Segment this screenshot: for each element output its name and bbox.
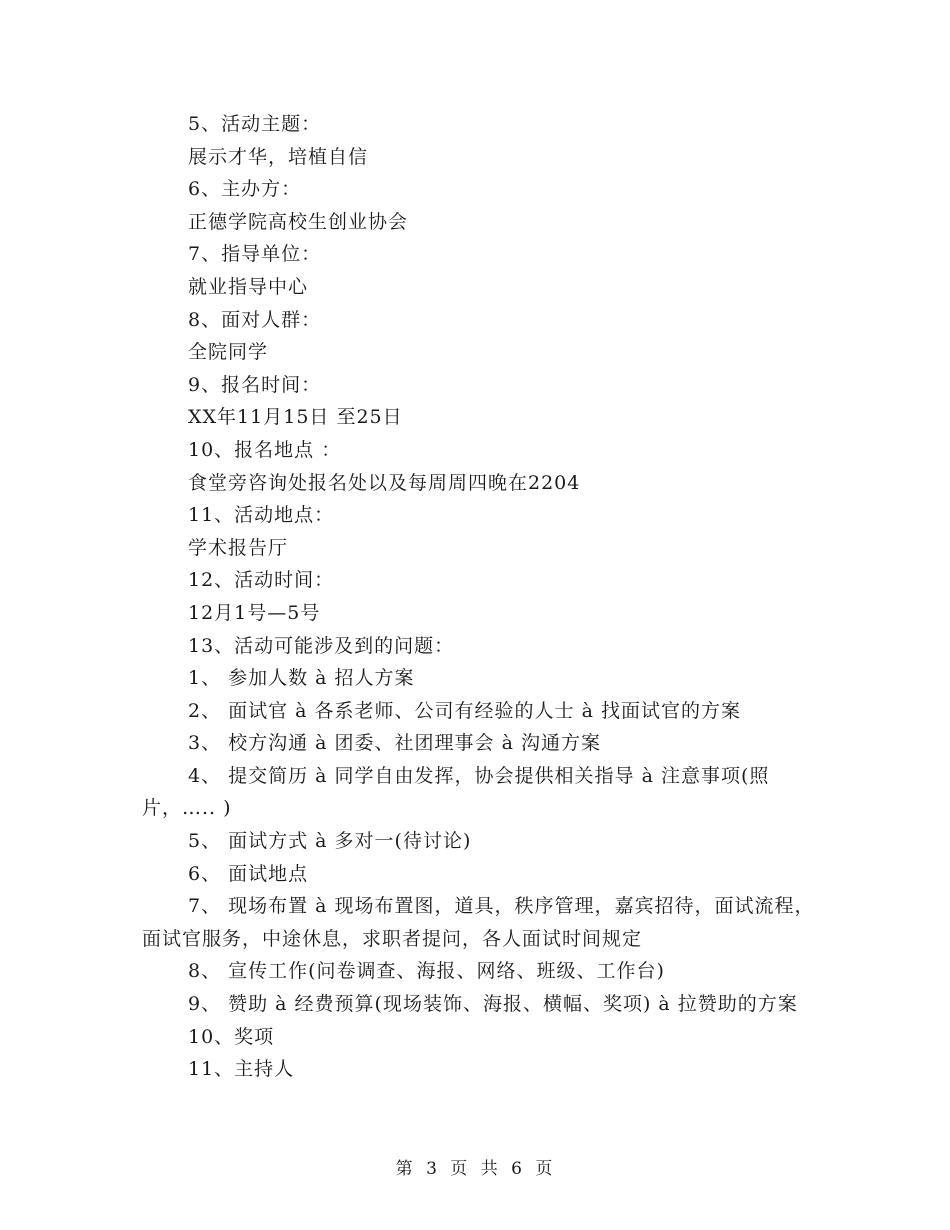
- item-9-value: XX年11月15日 至25日: [188, 406, 403, 429]
- item-12-heading: 12、活动时间：: [188, 569, 335, 592]
- item-6-value: 正德学院高校生创业协会: [188, 210, 409, 233]
- item-11-value: 学术报告厅: [188, 536, 289, 559]
- item-5-heading: 5、活动主题：: [188, 113, 322, 135]
- item-7-value: 就业指导中心: [188, 275, 309, 298]
- document-body: [142, 108, 822, 1086]
- issue-9: 9、 赞助 à 经费预算(现场装饰、海报、横幅、奖项) à 拉赞助的方案: [188, 993, 798, 1016]
- item-9-heading: 9、报名时间：: [188, 373, 322, 396]
- item-7-heading: 7、指导单位：: [188, 243, 322, 266]
- item-10-value: 食堂旁咨询处报名处以及每周周四晚在2204: [188, 471, 581, 494]
- item-13-heading: 13、活动可能涉及到的问题：: [188, 634, 455, 657]
- issue-2: 2、 面试官 à 各系老师、公司有经验的人士 à 找面试官的方案: [188, 699, 741, 722]
- issue-3: 3、 校方沟通 à 团委、社团理事会 à 沟通方案: [188, 732, 601, 755]
- item-12-value: 12月1号—5号: [188, 601, 321, 624]
- item-5-value: 展示才华，培植自信: [188, 145, 369, 168]
- item-6-heading: 6、主办方：: [188, 178, 302, 201]
- issue-1: 1、 参加人数 à 招人方案: [188, 667, 415, 690]
- item-8-heading: 8、面对人群：: [188, 308, 322, 331]
- issue-7: 7、 现场布置 à 现场布置图，道具，秩序管理，嘉宾招待，面试流程，面试官服务，中途休息，求职者提问，各人面试时间规定: [142, 895, 815, 950]
- item-8-value: 全院同学: [188, 341, 269, 364]
- issue-5: 5、 面试方式 à 多对一(待讨论): [188, 830, 472, 853]
- issue-8: 8、 宣传工作(问卷调查、海报、网络、班级、工作台): [188, 960, 665, 983]
- page-number-footer: 第 3 页 共 6 页: [395, 1159, 555, 1179]
- item-11-heading: 11、活动地点：: [188, 504, 335, 527]
- issue-11: 11、主持人: [188, 1058, 295, 1081]
- issue-6: 6、 面试地点: [188, 862, 309, 885]
- issue-4: 4、 提交简历 à 同学自由发挥，协会提供相关指导 à 注意事项(照片，….. ): [142, 764, 770, 820]
- item-10-heading: 10、报名地点 ：: [188, 438, 342, 461]
- issue-10: 10、奖项: [188, 1025, 275, 1048]
